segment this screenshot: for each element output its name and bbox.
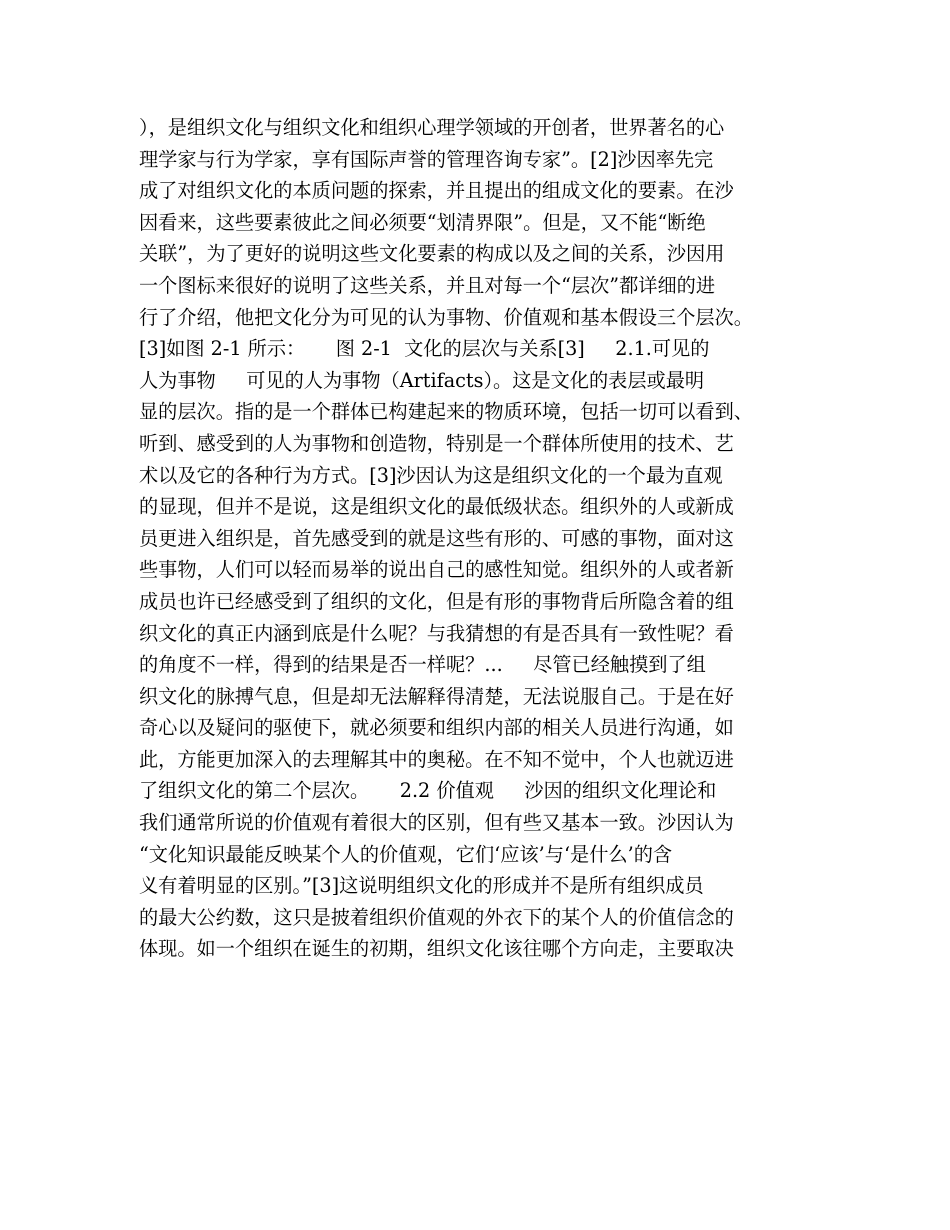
text-line: 织文化的真正内涵到底是什么呢？与我猜想的有是否具有一致性呢？看 xyxy=(139,621,734,645)
text-line: 织文化的脉搏气息，但是却无法解释得清楚，无法说服自己。于是在好 xyxy=(139,684,734,708)
text-line: 人为事物 可见的人为事物（Artifacts）。这是文化的表层或最明 xyxy=(139,368,705,392)
text-line: [3]如图 2-1 所示： 图 2-1 文化的层次与关系[3] 2.1.可见的 xyxy=(139,337,710,361)
text-line: 了组织文化的第二个层次。 2.2 价值观 沙因的组织文化理论和 xyxy=(139,779,717,803)
text-line: 关联”，为了更好的说明这些文化要素的构成以及之间的关系，沙因用 xyxy=(139,242,725,266)
text-line: 行了介绍，他把文化分为可见的认为事物、价值观和基本假设三个层次。 xyxy=(139,305,753,329)
text-line: 义有着明显的区别。”[3]这说明组织文化的形成并不是所有组织成员 xyxy=(139,874,704,898)
text-line: 因看来，这些要素彼此之间必须要“划清界限”。但是，又不能“断绝 xyxy=(139,210,706,234)
text-line: 听到、感受到的人为事物和创造物，特别是一个群体所使用的技术、艺 xyxy=(139,431,734,455)
text-line: “文化知识最能反映某个人的价值观，它们‘应该’与‘是什么’的含 xyxy=(139,842,673,866)
text-line: 的角度不一样，得到的结果是否一样呢？... 尽管已经触摸到了组 xyxy=(139,653,706,677)
text-line: 理学家与行为学家，享有国际声誉的管理咨询专家”。[2]沙因率先完 xyxy=(139,147,714,171)
text-line: 员更进入组织是，首先感受到的就是这些有形的、可感的事物，面对这 xyxy=(139,526,734,550)
text-line: 的显现，但并不是说，这是组织文化的最低级状态。组织外的人或新成 xyxy=(139,495,734,519)
text-line: 显的层次。指的是一个群体已构建起来的物质环境，包括一切可以看到、 xyxy=(139,400,753,424)
text-line: 体现。如一个组织在诞生的初期，组织文化该往哪个方向走，主要取决 xyxy=(139,937,734,961)
text-line: 成了对组织文化的本质问题的探索，并且提出的组成文化的要素。在沙 xyxy=(139,179,734,203)
text-line: 此，方能更加深入的去理解其中的奥秘。在不知不觉中，个人也就迈进 xyxy=(139,747,734,771)
text-line: 些事物，人们可以轻而易举的说出自己的感性知觉。组织外的人或者新 xyxy=(139,558,734,582)
text-line: 奇心以及疑问的驱使下，就必须要和组织内部的相关人员进行沟通，如 xyxy=(139,716,734,740)
text-line: 成员也许已经感受到了组织的文化，但是有形的事物背后所隐含着的组 xyxy=(139,589,734,613)
text-line: ），是组织文化与组织文化和组织心理学领域的开创者，世界著名的心 xyxy=(139,116,725,139)
text-line: 术以及它的各种行为方式。[3]沙因认为这是组织文化的一个最为直观 xyxy=(139,463,723,487)
body-text xyxy=(139,112,819,965)
text-line: 一个图标来很好的说明了这些关系，并且对每一个“层次”都详细的进 xyxy=(139,273,716,297)
text-line: 的最大公约数，这只是披着组织价值观的外衣下的某个人的价值信念的 xyxy=(139,905,734,929)
text-line: 我们通常所说的价值观有着很大的区别，但有些又基本一致。沙因认为 xyxy=(139,811,734,835)
